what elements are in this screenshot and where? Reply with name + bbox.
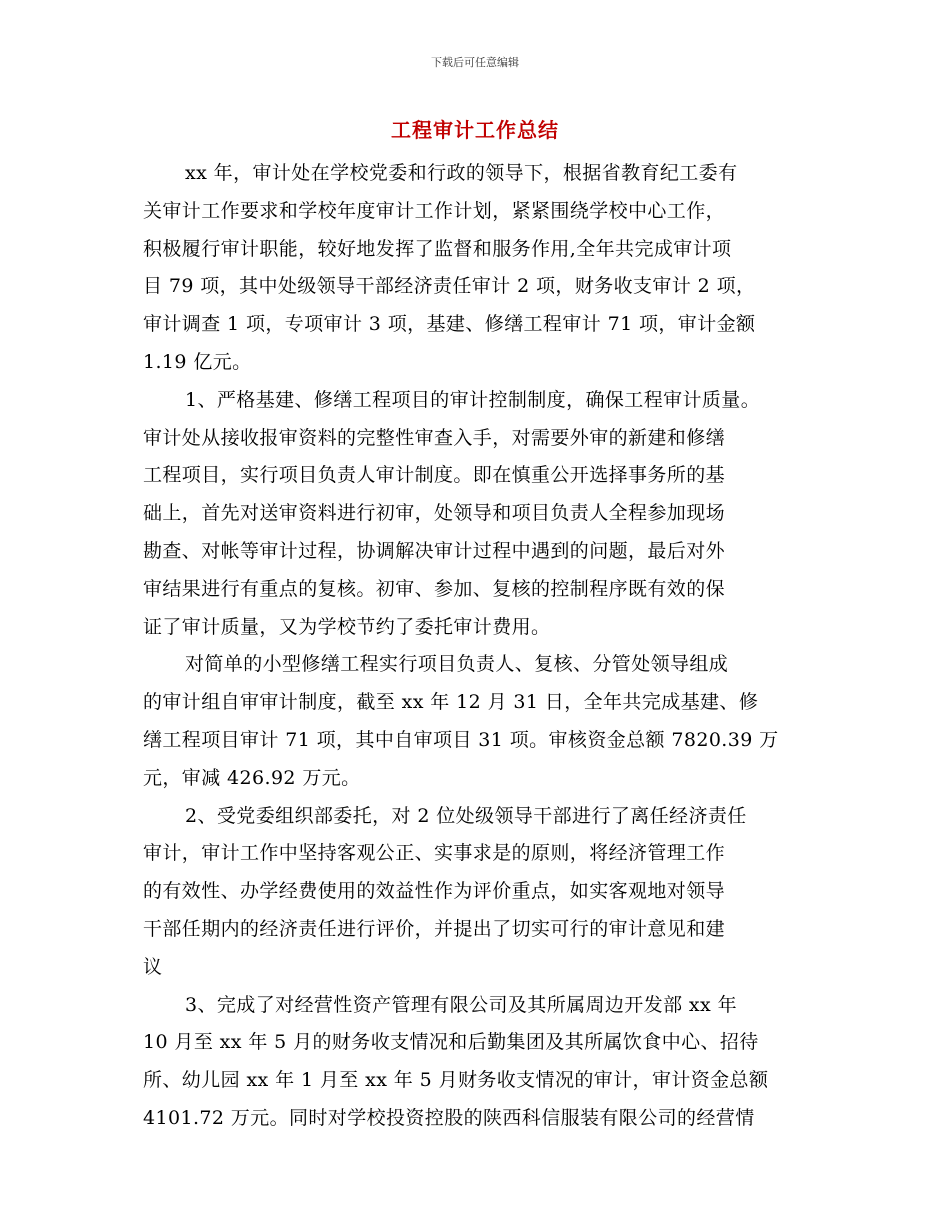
paragraph-small-repairs	[143, 646, 833, 797]
text-line: 所、幼儿园 xx 年 1 月至 xx 年 5 月财务收支情况的审计，审计资金总额	[143, 1069, 769, 1092]
text-line: 1.19 亿元。	[143, 350, 252, 373]
text-line: 审计调查 1 项，专项审计 3 项，基建、修缮工程审计 71 项，审计金额	[143, 313, 756, 336]
text-line: 的审计组自审审计制度，截至 xx 年 12 月 31 日，全年共完成基建、修	[143, 691, 759, 714]
text-line: 证了审计质量，又为学校节约了委托审计费用。	[143, 615, 551, 638]
text-line: 2、受党委组织部委托，对 2 位处级领导干部进行了离任经济责任	[185, 804, 747, 827]
text-line: 勘查、对帐等审计过程，协调解决审计过程中遇到的问题，最后对外	[143, 539, 726, 562]
text-line: 的有效性、办学经费使用的效益性作为评价重点，如实客观地对领导	[143, 880, 726, 903]
text-line: 议	[143, 955, 163, 978]
text-line: 对简单的小型修缮工程实行项目负责人、复核、分管处领导组成	[185, 653, 729, 676]
text-line: 目 79 项，其中处级领导干部经济责任审计 2 项，财务收支审计 2 项，	[143, 275, 756, 298]
text-line: 4101.72 万元。同时对学校投资控股的陕西科信服装有限公司的经营情	[143, 1106, 755, 1129]
paragraph-section-3	[143, 987, 833, 1138]
paragraph-section-2	[143, 798, 833, 987]
text-line: 关审计工作要求和学校年度审计工作计划，紧紧围绕学校中心工作，	[143, 199, 726, 222]
text-line: 3、完成了对经营性资产管理有限公司及其所属周边开发部 xx 年	[185, 993, 737, 1016]
paragraph-section-1	[143, 382, 833, 647]
header-note: 下载后可任意编辑	[431, 56, 519, 69]
paragraph-intro	[143, 155, 833, 382]
text-line: 审计，审计工作中坚持客观公正、实事求是的原则，将经济管理工作	[143, 842, 726, 865]
text-line: 工程项目，实行项目负责人审计制度。即在慎重公开选择事务所的基	[143, 464, 726, 487]
text-line: 元，审减 426.92 万元。	[143, 766, 361, 789]
text-line: xx 年，审计处在学校党委和行政的领导下，根据省教育纪工委有	[185, 162, 738, 184]
text-line: 1、严格基建、修缮工程项目的审计控制制度，确保工程审计质量。	[185, 388, 761, 411]
document-title: 工程审计工作总结	[391, 118, 559, 142]
text-line: 缮工程项目审计 71 项，其中自审项目 31 项。审核资金总额 7820.39 万	[143, 728, 779, 751]
text-line: 审计处从接收报审资料的完整性审查入手，对需要外审的新建和修缮	[143, 426, 726, 449]
text-line: 础上，首先对送审资料进行初审，处领导和项目负责人全程参加现场	[143, 502, 726, 525]
document-body	[143, 155, 833, 1138]
text-line: 审结果进行有重点的复核。初审、参加、复核的控制程序既有效的保	[143, 577, 726, 600]
text-line: 积极履行审计职能，较好地发挥了监督和服务作用,全年共完成审计项	[143, 237, 732, 260]
text-line: 干部任期内的经济责任进行评价，并提出了切实可行的审计意见和建	[143, 917, 726, 940]
text-line: 10 月至 xx 年 5 月的财务收支情况和后勤集团及其所属饮食中心、招待	[143, 1031, 759, 1054]
